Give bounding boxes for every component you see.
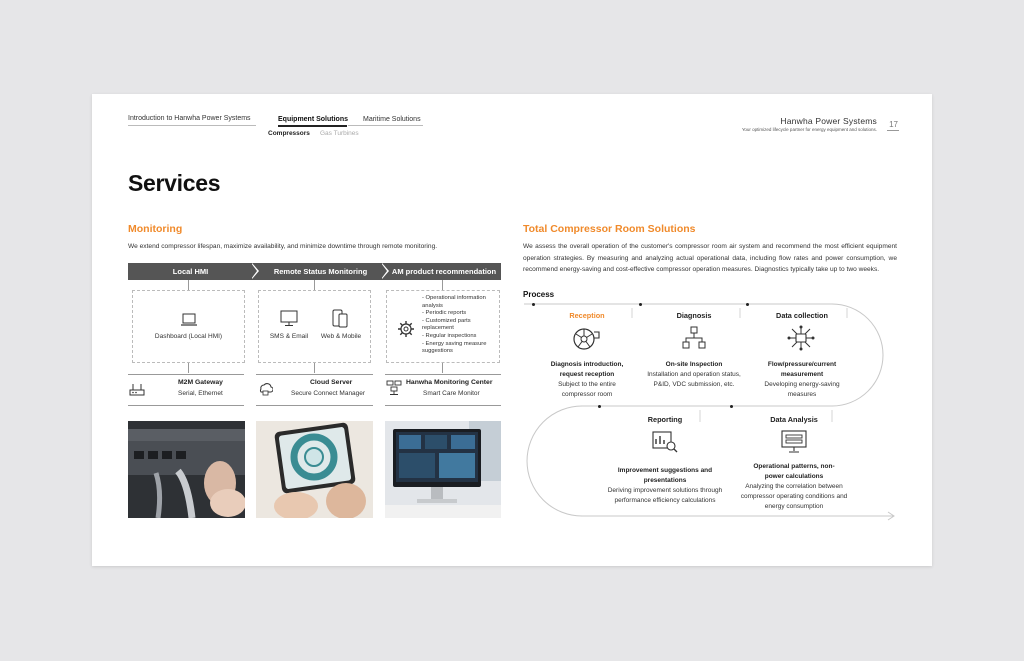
page-number: 17 bbox=[889, 120, 898, 129]
am-item: - Operational information analysis bbox=[422, 295, 498, 310]
am-items-list bbox=[422, 295, 498, 356]
tablet-photo bbox=[256, 421, 373, 518]
report-chart-icon bbox=[652, 430, 678, 454]
am-item: - Customized parts replacement bbox=[422, 318, 498, 333]
gateway-title: M2M Gateway bbox=[178, 379, 223, 386]
step-reception-bold: Diagnosis introduction, request reception bbox=[550, 361, 624, 378]
am-item: - Regular inspections bbox=[422, 333, 498, 341]
gateway-rule bbox=[256, 374, 373, 375]
local-hmi-label: Dashboard (Local HMI) bbox=[154, 333, 223, 340]
monitor-photo bbox=[385, 421, 501, 518]
data-hub-icon bbox=[787, 324, 815, 352]
brand-tagline: Your optimized lifecycle partner for energy equipment and solutions. bbox=[741, 127, 877, 132]
process-dot bbox=[532, 303, 535, 306]
page-number-rule bbox=[887, 130, 899, 131]
nav-active-underline bbox=[278, 125, 347, 127]
step-reporting-text: Deriving improvement solutions through performance efficiency calculations bbox=[607, 487, 723, 504]
step-data-analysis-bold: Operational patterns, non-power calculations bbox=[753, 463, 835, 480]
banner-local-hmi: Local HMI bbox=[172, 267, 209, 276]
tcrs-description: We assess the overall operation of the customer's compressor room air system and recommend the most efficient equipment operation strategies. By measuring and analyzing actual operational data, including flow rates and power consumption, we recommend energy-saving and cost-effective compressor operation measures. Diagnostics typically take up to two weeks. bbox=[523, 243, 897, 273]
step-data-collection-bold: Flow/pressure/current measurement bbox=[767, 361, 837, 378]
connector-line bbox=[188, 280, 189, 290]
process-dot bbox=[746, 303, 749, 306]
monitor-icon bbox=[280, 310, 298, 327]
local-hmi-box bbox=[132, 290, 245, 363]
process-label: Process bbox=[523, 290, 555, 299]
step-diagnosis-text: Installation and operation status, P&ID, VDC submission, etc. bbox=[647, 371, 741, 388]
step-reception-text: Subject to the entire compressor room bbox=[558, 381, 616, 398]
tablet-photo-image bbox=[256, 421, 373, 518]
monitoring-banner bbox=[128, 263, 501, 280]
nav-underline bbox=[348, 125, 423, 126]
banner-remote-status: Remote Status Monitoring bbox=[273, 267, 368, 276]
am-item: - Energy saving measure suggestions bbox=[422, 341, 498, 356]
router-icon bbox=[129, 382, 145, 396]
analysis-monitor-icon bbox=[781, 430, 807, 454]
connector-line bbox=[314, 280, 315, 290]
cloud-server-subtitle: Secure Connect Manager bbox=[291, 390, 366, 397]
monitoring-description: We extend compressor lifespan, maximize availability, and minimize downtime through remote monitoring. bbox=[128, 243, 438, 250]
monitoring-center-icon bbox=[386, 380, 402, 396]
slide-page bbox=[92, 94, 932, 566]
connector-line bbox=[188, 363, 189, 373]
nav-intro[interactable]: Introduction to Hanwha Power Systems bbox=[128, 115, 251, 122]
process-dot bbox=[639, 303, 642, 306]
tcrs-heading: Total Compressor Room Solutions bbox=[523, 223, 696, 235]
step-diagnosis-bold: On-site Inspection bbox=[665, 361, 723, 368]
step-diagnosis-head: Diagnosis bbox=[676, 311, 712, 320]
connector-line bbox=[442, 280, 443, 290]
am-recommendation-box bbox=[386, 290, 500, 363]
router-photo bbox=[128, 421, 245, 518]
process-dot bbox=[598, 405, 601, 408]
process-dot bbox=[730, 405, 733, 408]
monitor-photo-image bbox=[385, 421, 501, 518]
sms-email-label: SMS & Email bbox=[269, 333, 309, 340]
monitoring-heading: Monitoring bbox=[128, 223, 183, 235]
am-item: - Periodic reports bbox=[422, 310, 498, 318]
monitoring-center-subtitle: Smart Care Monitor bbox=[423, 390, 480, 397]
mobile-devices-icon bbox=[332, 309, 348, 328]
connector-line bbox=[442, 363, 443, 373]
banner-am-recommendation: AM product recommendation bbox=[391, 267, 497, 276]
step-data-analysis-head: Data Analysis bbox=[770, 415, 818, 424]
nav-maritime[interactable]: Maritime Solutions bbox=[363, 116, 421, 123]
step-reporting-bold: Improvement suggestions and presentations bbox=[617, 467, 713, 484]
step-data-analysis-text: Analyzing the correlation between compressor operating conditions and energy consumption bbox=[740, 483, 848, 510]
brand-name: Hanwha Power Systems bbox=[780, 116, 877, 126]
page-title: Services bbox=[128, 170, 221, 196]
gateway-subtitle: Serial, Ethernet bbox=[178, 390, 223, 397]
step-reporting-head: Reporting bbox=[647, 415, 683, 424]
cloud-server-icon bbox=[257, 382, 273, 396]
step-data-collection-text: Developing energy-saving measures bbox=[764, 381, 840, 398]
banner-chevron-inner bbox=[251, 263, 257, 279]
connector-line bbox=[314, 363, 315, 373]
subnav-compressors[interactable]: Compressors bbox=[268, 130, 310, 137]
gateway-rule bbox=[256, 405, 373, 406]
step-data-collection-head: Data collection bbox=[776, 311, 828, 320]
gear-icon bbox=[397, 320, 415, 338]
remote-status-box bbox=[258, 290, 371, 363]
cloud-server-title: Cloud Server bbox=[310, 379, 353, 386]
nav-underline bbox=[128, 125, 256, 126]
network-diagram-icon bbox=[682, 326, 706, 350]
monitoring-center-title: Hanwha Monitoring Center bbox=[406, 379, 493, 386]
laptop-icon bbox=[180, 313, 198, 327]
web-mobile-label: Web & Mobile bbox=[320, 333, 362, 340]
compressor-icon bbox=[572, 326, 600, 352]
nav-equipment[interactable]: Equipment Solutions bbox=[278, 116, 348, 123]
gateway-rule bbox=[128, 374, 244, 375]
step-reception-head: Reception bbox=[569, 311, 605, 320]
gateway-rule bbox=[128, 405, 244, 406]
router-photo-image bbox=[128, 421, 245, 518]
subnav-gas-turbines[interactable]: Gas Turbines bbox=[320, 130, 359, 137]
gateway-rule bbox=[385, 405, 501, 406]
gateway-rule bbox=[385, 374, 501, 375]
